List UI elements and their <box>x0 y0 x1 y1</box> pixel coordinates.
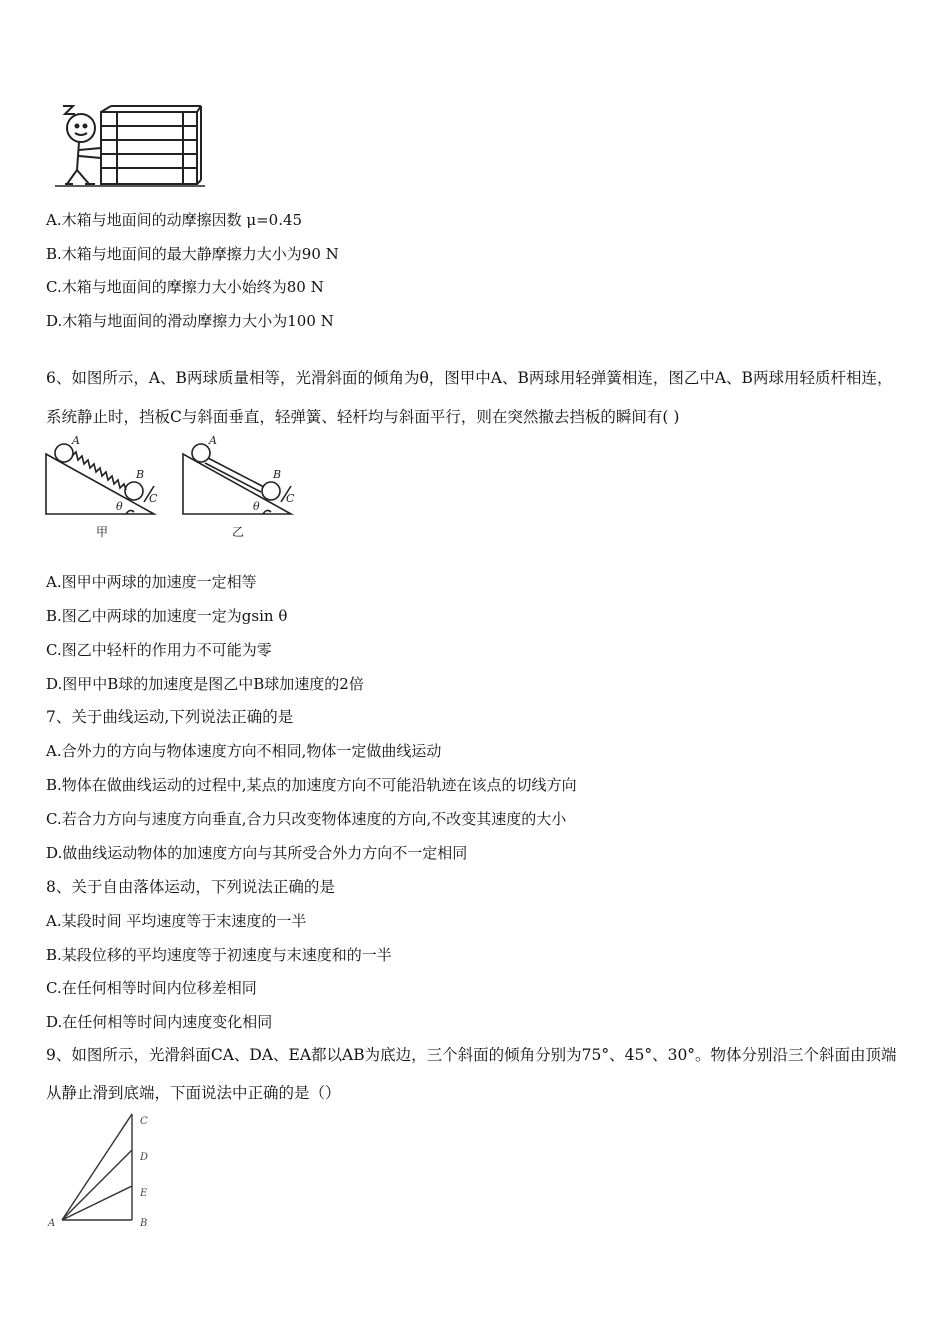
q6-option-c: C.图乙中轻杆的作用力不可能为零 <box>46 641 272 659</box>
q9-label-a: A <box>48 1218 56 1229</box>
q6-stem-line2: 系统静止时，挡板C与斜面垂直，轻弹簧、轻杆均与斜面平行，则在突然撤去挡板的瞬间有( ) <box>46 408 680 426</box>
q6-option-d: D.图甲中B球的加速度是图乙中B球加速度的2倍 <box>46 675 364 693</box>
q8-option-d: D.在任何相等时间内速度变化相同 <box>46 1013 273 1031</box>
q9-label-e: E <box>140 1188 148 1199</box>
crate-option-c: C.木箱与地面间的摩擦力大小始终为80 N <box>46 278 324 296</box>
q9-label-c: C <box>140 1116 148 1127</box>
q9-label-d: D <box>140 1152 149 1163</box>
q8-option-c: C.在任何相等时间内位移差相同 <box>46 979 257 997</box>
q6-label-c-right: C <box>286 492 295 505</box>
q6-caption-left: 甲 <box>96 525 109 539</box>
q6-label-b-right: B <box>273 468 282 481</box>
q8-stem: 8、关于自由落体运动，下列说法正确的是 <box>46 878 335 896</box>
crate-option-d: D.木箱与地面间的滑动摩擦力大小为100 N <box>46 312 334 330</box>
q6-label-a-right: A <box>209 434 217 447</box>
q9-stem-line2: 从静止滑到底端，下面说法中正确的是（） <box>46 1084 341 1102</box>
q9-stem-line1: 9、如图所示，光滑斜面CA、DA、EA都以AB为底边，三个斜面的倾角分别为75°、45°、30°。物体分别沿三个斜面由顶端 <box>46 1046 897 1064</box>
q6-label-theta-left: θ <box>116 500 123 513</box>
crate-option-a: A.木箱与地面间的动摩擦因数 μ=0.45 <box>46 211 303 229</box>
q6-label-a-left: A <box>72 434 80 447</box>
q7-option-c: C.若合力方向与速度方向垂直,合力只改变物体速度的方向,不改变其速度的大小 <box>46 810 567 828</box>
q7-stem: 7、关于曲线运动,下列说法正确的是 <box>46 708 294 726</box>
q8-option-b: B.某段位移的平均速度等于初速度与末速度和的一半 <box>46 946 392 964</box>
q9-incline-figure <box>40 1108 170 1233</box>
q8-option-a: A.某段时间 平均速度等于末速度的一半 <box>46 912 307 930</box>
q6-label-b-left: B <box>136 468 145 481</box>
q7-option-a: A.合外力的方向与物体速度方向不相同,物体一定做曲线运动 <box>46 742 442 760</box>
q6-caption-right: 乙 <box>232 525 245 539</box>
q6-option-a: A.图甲中两球的加速度一定相等 <box>46 573 257 591</box>
q7-option-b: B.物体在做曲线运动的过程中,某点的加速度方向不可能沿轨迹在该点的切线方向 <box>46 776 577 794</box>
q6-label-c-left: C <box>149 492 158 505</box>
crate-option-b: B.木箱与地面间的最大静摩擦力大小为90 N <box>46 245 339 263</box>
q7-option-d: D.做曲线运动物体的加速度方向与其所受合外力方向不一定相同 <box>46 844 468 862</box>
q6-stem-line1: 6、如图所示，A、B两球质量相等，光滑斜面的倾角为θ，图甲中A、B两球用轻弹簧相连，图乙中A、B两球用轻质杆相连， <box>46 369 893 387</box>
q6-label-theta-right: θ <box>253 500 260 513</box>
q9-label-b: B <box>140 1218 148 1229</box>
q6-incline-figure <box>40 432 310 542</box>
q6-option-b: B.图乙中两球的加速度一定为gsin θ <box>46 607 288 625</box>
crate-push-figure <box>55 100 205 192</box>
